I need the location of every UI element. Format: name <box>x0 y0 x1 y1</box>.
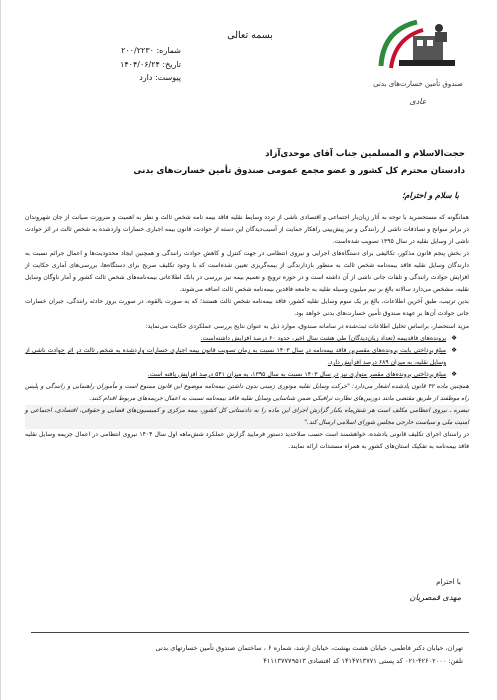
letter-meta <box>31 44 181 85</box>
letter-number <box>31 44 181 58</box>
footer <box>33 642 463 668</box>
body-paragraph: همانگونه که مستحضرید با توجه به آثار زیان‌بار اجتماعی و اقتصادی ناشی از تردد وسایط نقلیه فاقد بیمه نامه شخص ثالث و نظر به اهمیت و ضرورت صیانت از جان شهروندان در برابر سوانح و تصادفات ناشی از رانندگی و نیز پیش‌بینی راهکار حمایت از آسیب‌دیدگان این دسته از حوادث، قانون بیمه اجباری خسارات واردشده به شخص ثالث در اثر حوادث ناشی از وسایل نقلیه در سال ۱۳۹۵ تصویب شده‌است. <box>25 214 469 245</box>
classification-label: عادی <box>409 97 427 106</box>
list-item <box>25 369 469 381</box>
body-paragraph: در بخش پنجم قانون مذکور، تکالیفی برای دستگاه‌های اجرایی و نیروی انتظامی در جهت کنترل و کاهش حوادث رانندگی و همچنین ایجاد محدودیت‌ها و اعمال جرائم نسبت به دارندگان وسایل نقلیه فاقد بیمه‌نامه شخص ثالث به منظور بازدارندگی از بیمه‌گریزی تعیین شده‌است که با وجود تکلیف صریح برای دستگاه‌ها، بررسی‌های آماری حکایت از افزایش حوادث رانندگی و تلفات جانی ناشی از آن داشته است و در حوزه ترویج و تعمیم بیمه نیز بررسی در بانک اطلاعاتی بیمه‌نامه‌های شخص ثالث کشور و آمار ناوگان وسایل نقلیه، مشخص می‌دارد سالانه بالغ بر نیم میلیون وسیله نقلیه به جامعه فاقدین بیمه‌نامه شخص ثالث اضافه می‌شوند. <box>25 250 469 293</box>
bullet-text: پرونده‌های فاقدبیمه (تعداد زیان‌دیدگان) طی هشت سال اخیر، حدود ۶۰ درصد افزایش داشته‌است. <box>200 335 447 343</box>
addressee <box>25 146 465 180</box>
body-paragraph: مزید استحضار، براساس تحلیل اطلاعات ثبت‌شده در سامانه صندوق، موارد ذیل به عنوان نتایج بررسی عملکردی حکایت می‌نماید: <box>145 322 469 330</box>
logo-org-name: صندوق تأمین خسارت‌های بدنی <box>373 80 463 88</box>
closing <box>341 575 461 605</box>
body-paragraph: تبصره ـ نیروی انتظامی مکلف است هر شش‌ماه یکبار گزارش اجرای این ماده را به دادستانی کل کشور، بیمه مرکزی و کمیسیون‌های قضایی و حقوقی، اقتصادی، اجتماعی و امنیت ملی و سیاست خارجی مجلس شورای اسلامی ارسال کند." <box>25 405 469 429</box>
bullet-icon: ❖ <box>451 334 457 343</box>
bullet-text: مبلغ پرداختی پرونده‌های مقصر متواری نیز در سال ۱۴۰۳ نسبت به سال ۱۳۹۵، به میزان ۵۴۱ درصد افزایش یافته است. <box>147 370 447 378</box>
logo-emblem-icon <box>373 14 463 74</box>
letter-attachment <box>31 71 181 85</box>
salutation: با سلام و احترام؛ <box>401 191 459 200</box>
attachment-value: دارد <box>139 73 153 82</box>
list-item <box>25 345 469 369</box>
list-item <box>25 333 469 345</box>
body-paragraph: در راستای اجرای تکلیف قانونی یادشده، خواهشمند است حسب صلاحدید دستور فرمایید گزارش عملکرد شش‌ماهه اول سال ۱۴۰۴ نیروی انتظامی در اعمال جریمه وسایل نقلیه فاقد بیمه‌نامه به تفکیک استان‌های کشور به همراه مستندات ارائه نمایند. <box>25 431 469 451</box>
date-label: تاریخ: <box>162 59 181 69</box>
addressee-line-1: حجت‌الاسلام و المسلمین جناب آقای موحدی‌آزاد <box>265 149 465 159</box>
attachment-label: پیوست: <box>154 73 181 82</box>
body-paragraph: بدین ترتیب، طبق آخرین اطلاعات، بالغ بر یک سوم وسایل نقلیه کشور، فاقد بیمه‌نامه شخص ثالث هستند؛ که به صورت بالقوه، در صورت بروز حادثه رانندگی، جبران خسارات جانی حوادث آن‌ها بر عهده صندوق تأمین خسارت‌های بدنی خواهد بود. <box>25 298 469 318</box>
regards-text: با احترام <box>436 578 461 586</box>
footer-contacts: تلفن: ۴۲۶۰۲۰۰۰-۰۲۱ کد پستی ۱۴۱۴۷۱۳۷۷۱ کد اقتصادی ۴۱۱۱۳۷۷۷۹۵۱۳ <box>263 657 463 665</box>
organization-logo <box>373 14 463 108</box>
addressee-line-2: دادستان محترم کل کشور و عضو مجمع عمومی صندوق تأمین خسارت‌های بدنی <box>133 166 465 176</box>
date-value: ۱۴۰۴/۰۶/۲۴ <box>120 59 160 69</box>
number-label: شماره: <box>156 46 181 55</box>
footer-address: تهران، خیابان دکتر فاطمی، خیابان هشت بهشت، خیابان ارشد، شماره ۶ ، ساختمان صندوق تأمین خسارتهای بدنی <box>155 644 463 652</box>
footer-divider <box>31 632 469 633</box>
body-paragraph: همچنین ماده ۴۲ قانون یادشده اشعار می‌دارد: "حرکت وسایل نقلیه موتوری زمینی بدون داشتن بیمه‌نامه موضوع این قانون ممنوع است و مأموران راهنمایی و رانندگی و پلیس راه موظفند از طریق مقتضی مانند دوربین‌های نظارت ترافیکی ضمن شناسایی وسایل نقلیه فاقد بیمه‌نامه نسبت به اعمال جریمه‌های مربوط اقدام کنند. <box>25 382 470 402</box>
bullet-icon: ❖ <box>451 345 457 354</box>
bullet-icon: ❖ <box>451 369 457 378</box>
bullet-text: مبلغ پرداختی بابت پرونده‌های مقصرین فاقد بیمه‌نامه در سال ۱۴۰۳ نسبت به زمان تصویب قانون بیمه اجباری خسارات واردشده به شخص ثالث در اثر حوادث ناشی از وسایل نقلیه، به میزان ۶۸۹ درصد افزایش دارد. <box>25 346 447 366</box>
basmala: بسمه تعالی <box>227 30 273 41</box>
letter-date <box>31 58 181 72</box>
signer-name: مهدی قمصریان <box>409 593 461 602</box>
letter-body <box>25 212 469 454</box>
number-value: ۲۰۰/۲۲۳۰ <box>121 46 154 55</box>
